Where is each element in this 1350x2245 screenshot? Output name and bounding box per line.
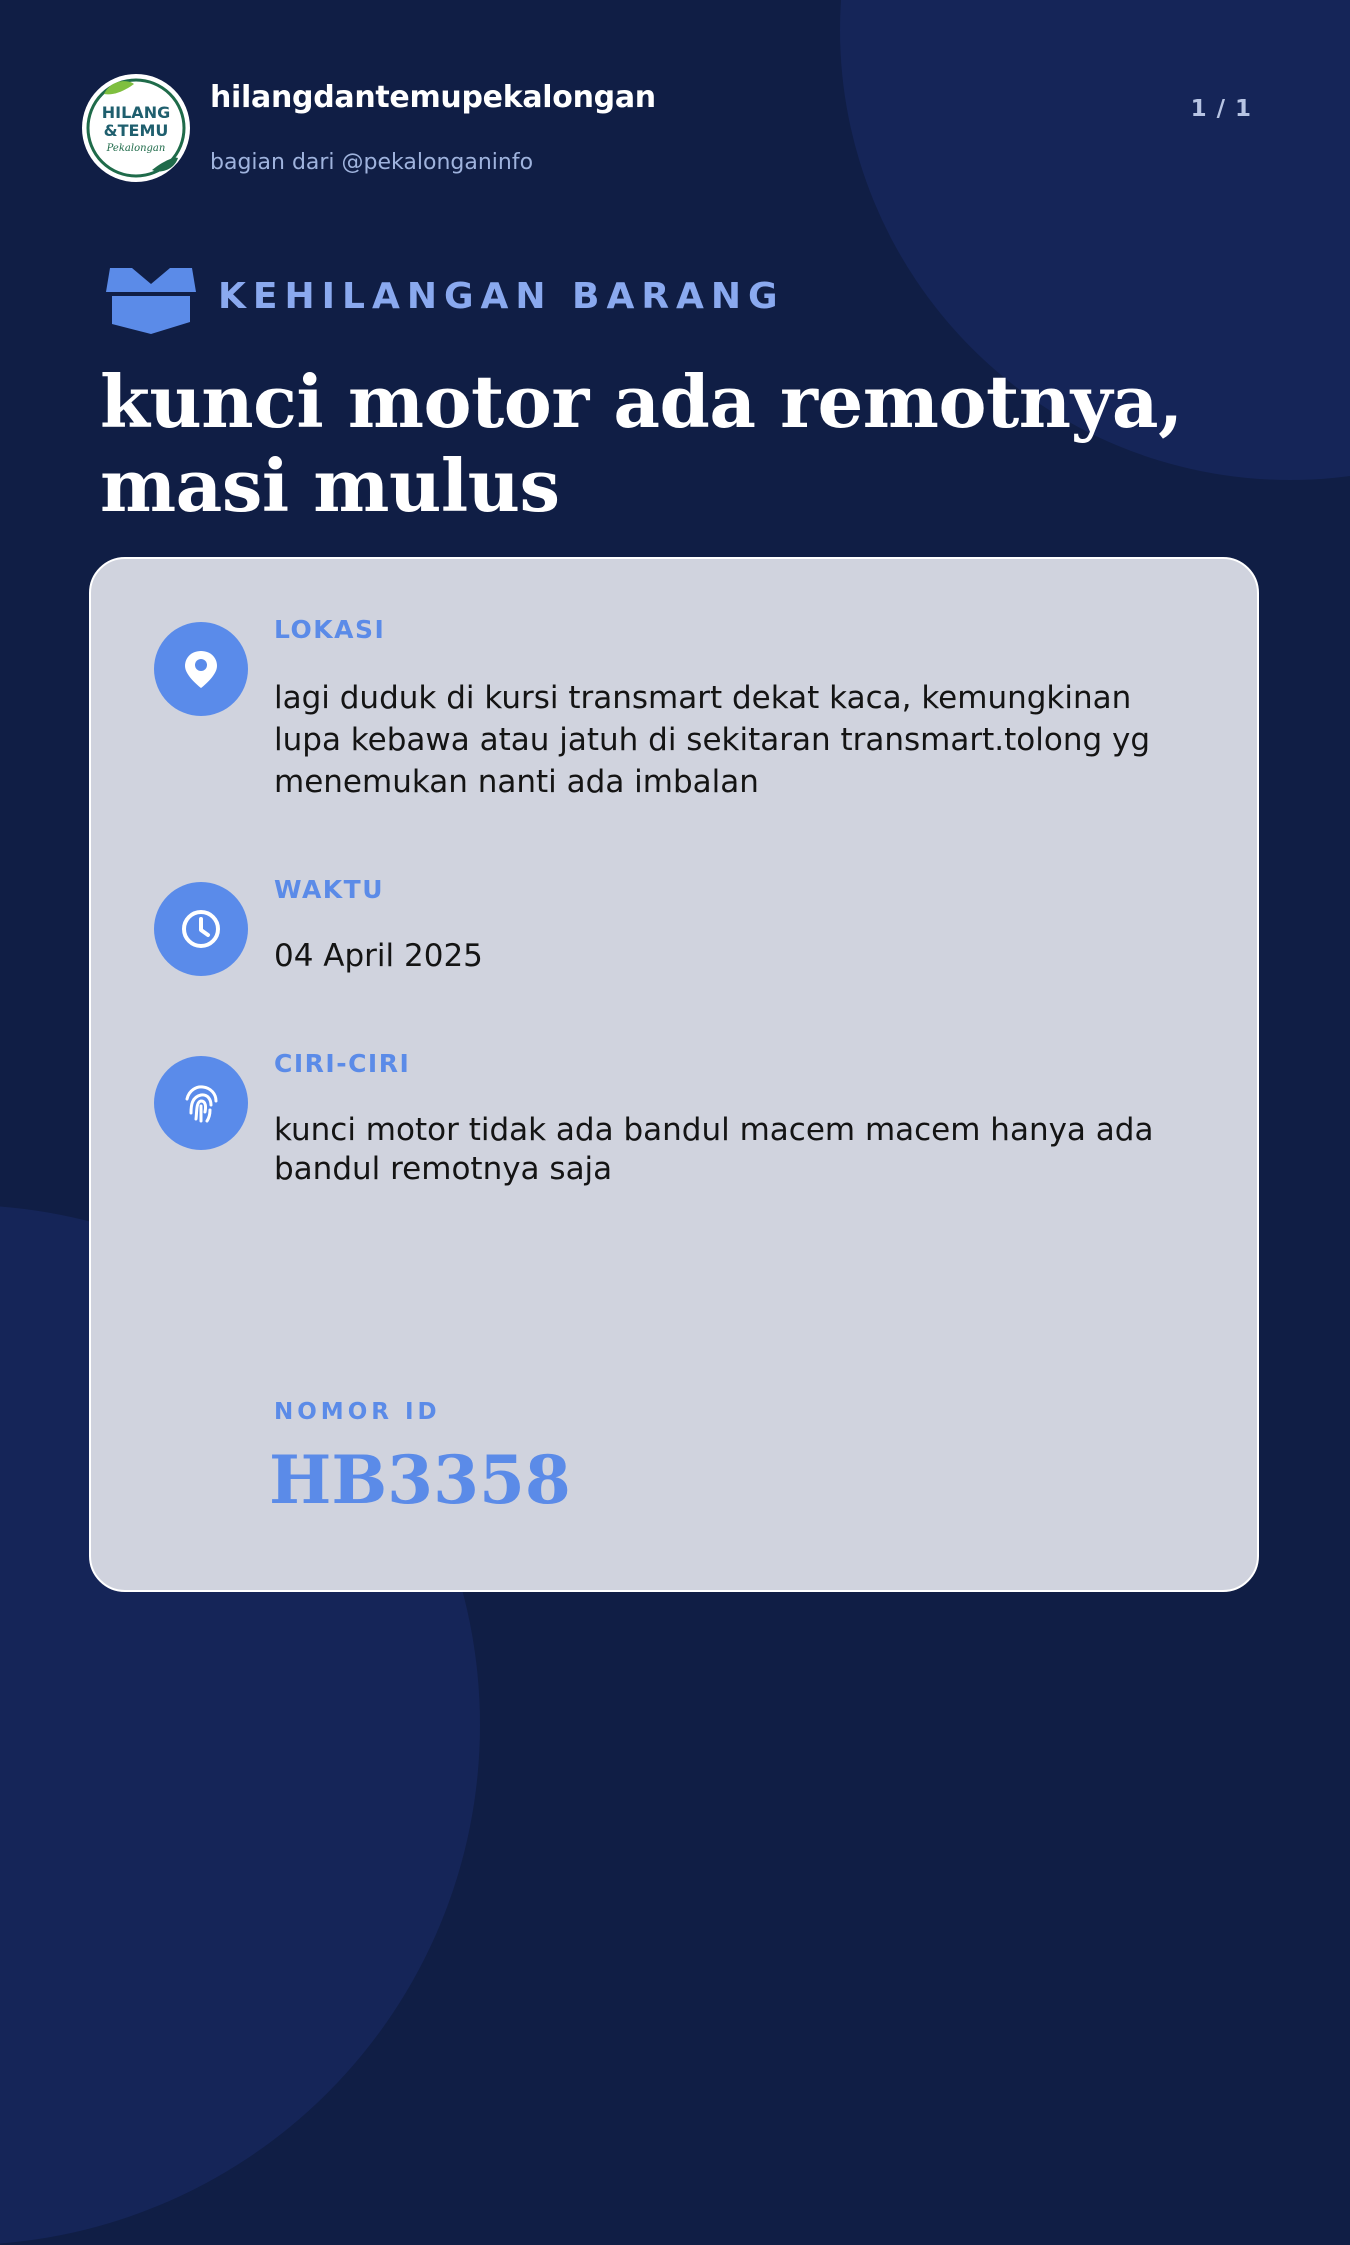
time-label: WAKTU (274, 875, 385, 904)
features-value: kunci motor tidak ada bandul macem macem hanya ada bandul remotnya saja (274, 1112, 1154, 1187)
page-counter: 1 / 1 (1190, 96, 1252, 122)
id-value: HB3358 (269, 1441, 571, 1519)
location-pin-icon (181, 649, 221, 689)
post-title: kunci motor ada remotnya, masi mulus (100, 359, 1183, 528)
features-label: CIRI-CIRI (274, 1049, 411, 1078)
clock-icon (181, 909, 221, 949)
hilang-temu-logo-icon (82, 74, 190, 182)
time-icon-badge (154, 882, 248, 976)
account-avatar-logo[interactable] (82, 74, 190, 182)
logo-text-line-1: HILANG (101, 103, 171, 122)
open-box-icon (104, 266, 198, 336)
time-value: 04 April 2025 (274, 938, 483, 974)
location-label: LOKASI (274, 615, 386, 644)
id-label: NOMOR ID (274, 1399, 441, 1425)
logo-text-line-2: &TEMU (103, 121, 169, 140)
logo-text-line-3: Pekalongan (106, 143, 166, 154)
post-category: KEHILANGAN BARANG (218, 276, 785, 317)
account-username[interactable]: hilangdantemupekalongan (210, 80, 656, 115)
fingerprint-icon (181, 1083, 221, 1123)
features-icon-badge (154, 1056, 248, 1150)
location-icon-badge (154, 622, 248, 716)
details-card (89, 557, 1259, 1592)
location-value: lagi duduk di kursi transmart dekat kaca, kemungkinan lupa kebawa atau jatuh di sekitaran transmart.tolong yg menemukan nanti ada imbalan (274, 680, 1151, 800)
account-subtitle: bagian dari @pekalonganinfo (210, 150, 534, 175)
